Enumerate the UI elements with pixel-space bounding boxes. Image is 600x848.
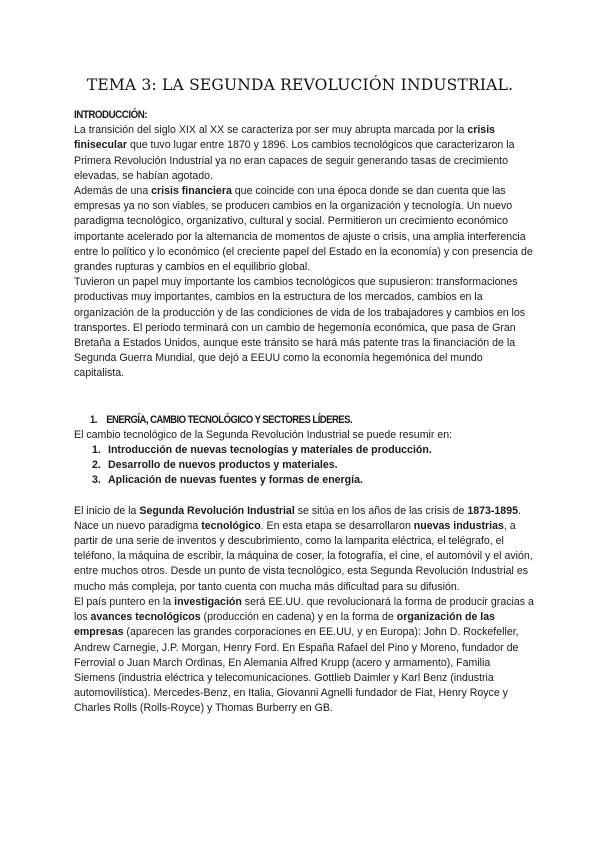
section-1-paragraph-3: El país puntero en la investigación será EE.UU. que revolucionará la forma de producir gracias a los avances tecnológicos (producción en cadena) y en la forma de organización de las empresas (aparecen las grandes corporaciones en EE.UU, y en Europa): John D. Rockefeller, Andrew Carnegie, J.P. Morgan, Henry Ford. En España Rafael del Pino y Moreno, fundador de Ferrovial o Juan March Ordinas, En Alemania Alfred Krupp (acero y armamento), Familia Siemens (industria eléctrica y telecomunicaciones. Gottlieb Daimler y Karl Benz (industria automovilística). Mercedes-Benz, en Italia, Giovanni Agnelli fundador de Fiat, Henry Royce y Charles Rolls (Rolls-Royce) y Thomas Burberry en GB. [74,595,534,715]
intro-paragraph-2: Además de una crisis financiera que coincide con una época donde se dan cuenta que las empresas ya no son viables, se producen cambios en la organización y tecnología. Un nuevo paradigma tecnológico, organizativo, cultural y social. Permitieron un crecimiento económico importante acelerado por la alternancia de momentos de ajuste o crisis, una amplia interferencia entre lo político y lo económico (el creciente papel del Estado en la economía) y con presencia de grandes rupturas y cambios en el equilibrio global. [74,185,533,274]
section-1-paragraph-2: Nace un nuevo paradigma tecnológico. En esta etapa se desarrollaron nuevas industrias, a partir de una serie de inventos y descubrimiento, como la lamparita eléctrica, el telégrafo, el teléfono, la máquina de escribir, la máquina de coser, la fotografía, el cine, el automóvil y el avión, entre muchos otros. Desde un punto de vista tecnológico, esta Segunda Revolución Industrial es mucho más compleja, por tanto cuenta con mucha más dificultad para su difusión. [74,519,533,593]
section-1-lead: El cambio tecnológico de la Segunda Revolución Industrial se puede resumir en: [74,428,453,441]
document-body [74,108,534,717]
list-item: 3. Aplicación de nuevas fuentes y formas de energía. [92,474,363,487]
intro-paragraph-1: La transición del siglo XIX al XX se caracteriza por ser muy abrupta marcada por la crisis finisecular que tuvo lugar entre 1870 y 1896. Los cambios tecnológicos que caracterizaron la Primera Revolución Industrial ya no eran capaces de seguir generando tasas de crecimiento elevadas, se habían agotado. [74,124,515,182]
section-1-heading: 1. ENERGÍA, CAMBIO TECNOLÓGICO Y SECTORES LÍDERES. [90,413,353,426]
intro-heading: INTRODUCCIÓN: [74,109,148,121]
section-1-list [74,443,534,489]
list-item: 2. Desarrollo de nuevos productos y materiales. [92,459,338,472]
list-item: 1. Introducción de nuevas tecnologías y materiales de producción. [92,444,432,457]
page-title: TEMA 3: LA SEGUNDA REVOLUCIÓN INDUSTRIAL. [86,76,514,94]
section-1-paragraph-1: El inicio de la Segunda Revolución Industrial se sitúa en los años de las crisis de 1873-1895. [74,504,521,517]
intro-paragraph-3: Tuvieron un papel muy importante los cambios tecnológicos que supusieron: transformaciones productivas muy importantes, cambios en la estructura de los mercados, cambios en la organización de la producción y de las condiciones de vida de los trabajadores y cambios en los transportes. El periodo terminará con un cambio de hegemonía económica, que pasa de Gran Bretaña a Estados Unidos, aunque este tránsito se hará más patente tras la financiación de la Segunda Guerra Mundial, que dejó a EEUU como la economía hegemónica del mundo capitalista. [74,276,526,380]
